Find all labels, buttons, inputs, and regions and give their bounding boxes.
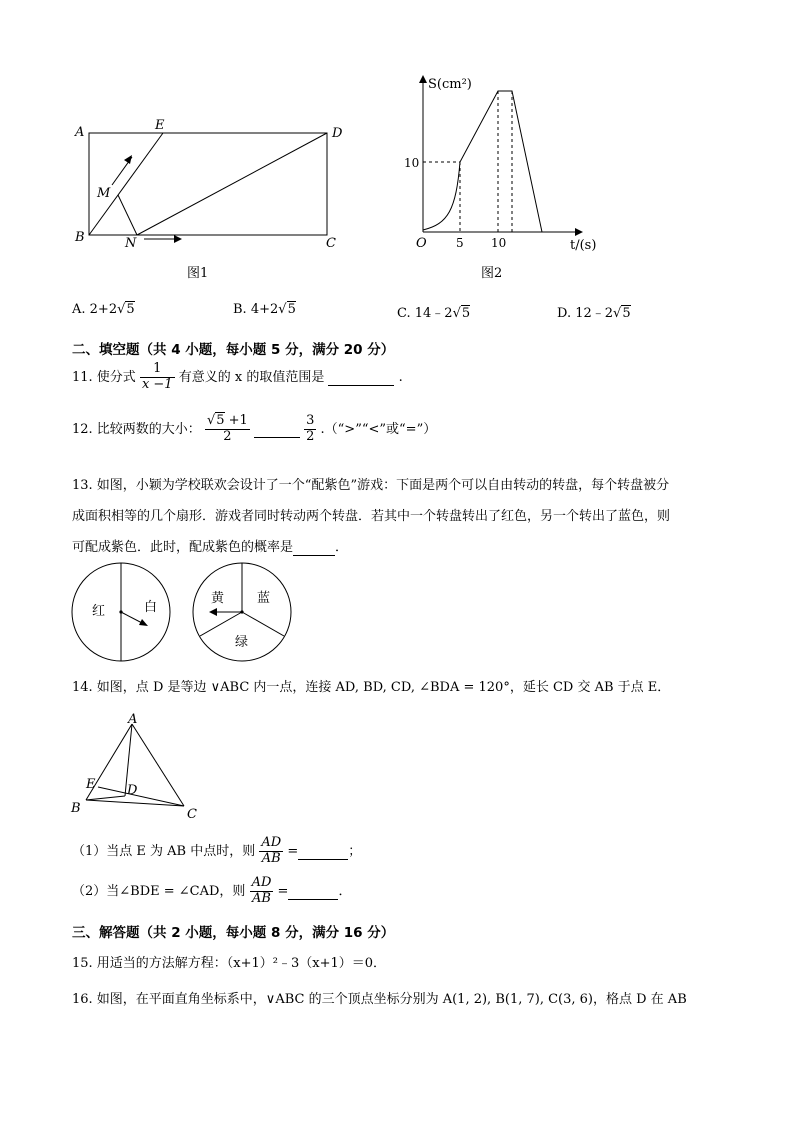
q14-part-2-fraction [250,876,274,907]
q11-prefix: 11. 使分式 [72,369,136,385]
sqrt-sign: √ [278,302,287,317]
spinner-1-red-label: 红 [92,604,106,619]
x-axis-label: t/(s) [570,238,597,253]
q14-part-1-den: AB [261,850,281,866]
question-15: 15. 用适当的方法解方程：（x+1）²﹣3（x+1）＝0． [72,956,387,971]
option-a-radicand: 5 [126,302,135,317]
option-d-text: D. 12﹣2 [557,306,614,321]
option-b[interactable] [233,302,296,317]
label-d: D [332,126,343,141]
q12-radicand: 5 [216,413,225,428]
figure-1-rectangle [60,110,360,250]
q14-part-1-suffix: ； [348,843,362,859]
sqrt-sign: √ [117,302,126,317]
q14-part-2-den: AB [252,890,271,906]
q14-part-2-num: AD [251,875,272,890]
section-3-title: 三、解答题（共 2 小题，每小题 8 分，满分 16 分） [72,925,395,941]
sqrt-sign: √ [452,306,461,321]
q14-part-2-prefix: （2）当∠BDE = ∠CAD，则 [72,883,246,899]
tri-label-b: B [71,801,81,816]
figure-1-caption: 图1 [187,266,209,281]
spinner-2-blue-label: 蓝 [257,591,271,606]
q12-left-numerator: √5 +1 [206,413,248,428]
tri-label-a: A [128,712,138,727]
y-axis-label: S(cm²) [428,77,472,92]
q14-part-2-suffix: ． [338,883,352,899]
graph-curve [423,91,542,232]
arrow-m-head [124,155,132,164]
question-11 [72,362,403,393]
q13-line-2: 成面积相等的几个扇形．游戏者同时转动两个转盘．若其中一个转盘转出了红色，另一个转出了蓝色，则 [72,509,671,524]
option-d[interactable] [557,302,631,321]
spinner-1-white-label: 白 [144,600,158,615]
q13-line-3 [72,536,348,556]
segment-bd [86,796,125,800]
x-tick-10: 10 [491,236,507,250]
spinner-2-green-label: 绿 [235,635,249,650]
q14-text: 14. 如图，点 D 是等边 ∨ABC 内一点，连接 AD, BD, CD, ∠BDA = 120°，延长 CD 交 AB 于点 E． [72,680,671,695]
q11-end: . [398,369,403,385]
side-ac [132,724,184,806]
origin-label: O [416,236,427,251]
q12-plus-one: +1 [224,413,248,428]
spinner-1-pointer-head [139,619,148,626]
label-b: B [75,230,85,245]
q12-right-denominator: 2 [306,428,315,444]
q13-line-3-text: 可配成紫色．此时，配成紫色的概率是 [72,540,294,555]
y-axis-arrow [419,75,427,83]
q14-part-1-blank[interactable] [298,844,348,860]
q13-line-1: 13. 如图，小颖为学校联欢会设计了一个“配紫色”游戏：下面是两个可以自由转动的转盘，每个转盘被分 [72,478,670,493]
q12-left-denominator: 2 [223,428,232,444]
q13-answer-blank[interactable] [293,540,335,556]
tri-label-c: C [187,807,197,822]
option-b-text: B. 4+2 [233,302,279,317]
figure-2-caption: 图2 [481,266,503,281]
segment-nd [137,133,327,235]
segment-mn [118,195,137,235]
q11-suffix: 有意义的 x 的取值范围是 [178,369,325,385]
arrow-n-head [174,235,182,243]
tri-label-d: D [127,783,138,798]
label-c: C [326,236,336,250]
q14-part-2-blank[interactable] [288,884,338,900]
q14-part-1 [72,836,361,867]
question-16: 16. 如图，在平面直角坐标系中，∨ABC 的三个顶点坐标分别为 A(1, 2), B(1, 7), C(3, 6)，格点 D 在 AB [72,992,687,1007]
option-b-radicand: 5 [287,302,296,317]
q11-numerator: 1 [140,362,175,378]
label-a: A [75,125,85,140]
option-a[interactable] [72,302,135,317]
rectangle-abcd [89,133,327,235]
option-c-radicand: 5 [461,306,471,321]
q14-part-1-num: AD [261,835,282,850]
label-e: E [155,118,165,133]
option-a-text: A. 2+2 [72,302,118,317]
label-m: M [97,186,111,201]
triangle-figure [68,710,208,828]
x-axis-arrow [575,228,583,236]
spinners-figure [68,560,308,668]
equals-sign: = [287,843,299,859]
section-2-title: 二、填空题（共 4 小题，每小题 5 分，满分 20 分） [72,342,395,358]
q12-suffix: .（“>”“<”或“=”） [320,421,437,437]
option-d-radicand: 5 [622,306,631,321]
segment-be [89,133,163,235]
option-c-text: C. 14﹣2 [397,306,453,321]
y-tick-10: 10 [404,156,420,170]
spinner-2-pointer-head [209,608,217,616]
q12-fraction-left [205,414,250,445]
option-c[interactable] [397,302,470,321]
question-12 [72,414,436,445]
spinner-2 [193,563,291,661]
x-tick-5: 5 [456,236,464,250]
q11-answer-blank[interactable] [328,370,394,386]
spinner-1 [72,563,170,661]
q11-denominator: x −1 [141,376,173,392]
q13-end: ． [335,540,349,555]
q14-part-1-prefix: （1）当点 E 为 AB 中点时，则 [72,843,256,859]
spinner-2-yellow-label: 黄 [211,591,225,606]
q14-part-1-fraction [259,836,283,867]
figure-2-graph [390,70,610,255]
q11-fraction [140,362,175,393]
q14-part-2 [72,876,351,907]
q12-answer-blank[interactable] [254,422,300,438]
q12-fraction-right [304,414,316,445]
sqrt-sign: √ [613,306,622,321]
q12-prefix: 12. 比较两数的大小： [72,421,201,437]
equals-sign: = [277,883,289,899]
q12-right-numerator: 3 [306,413,315,428]
tri-label-e: E [86,777,96,792]
label-n: N [125,236,137,250]
